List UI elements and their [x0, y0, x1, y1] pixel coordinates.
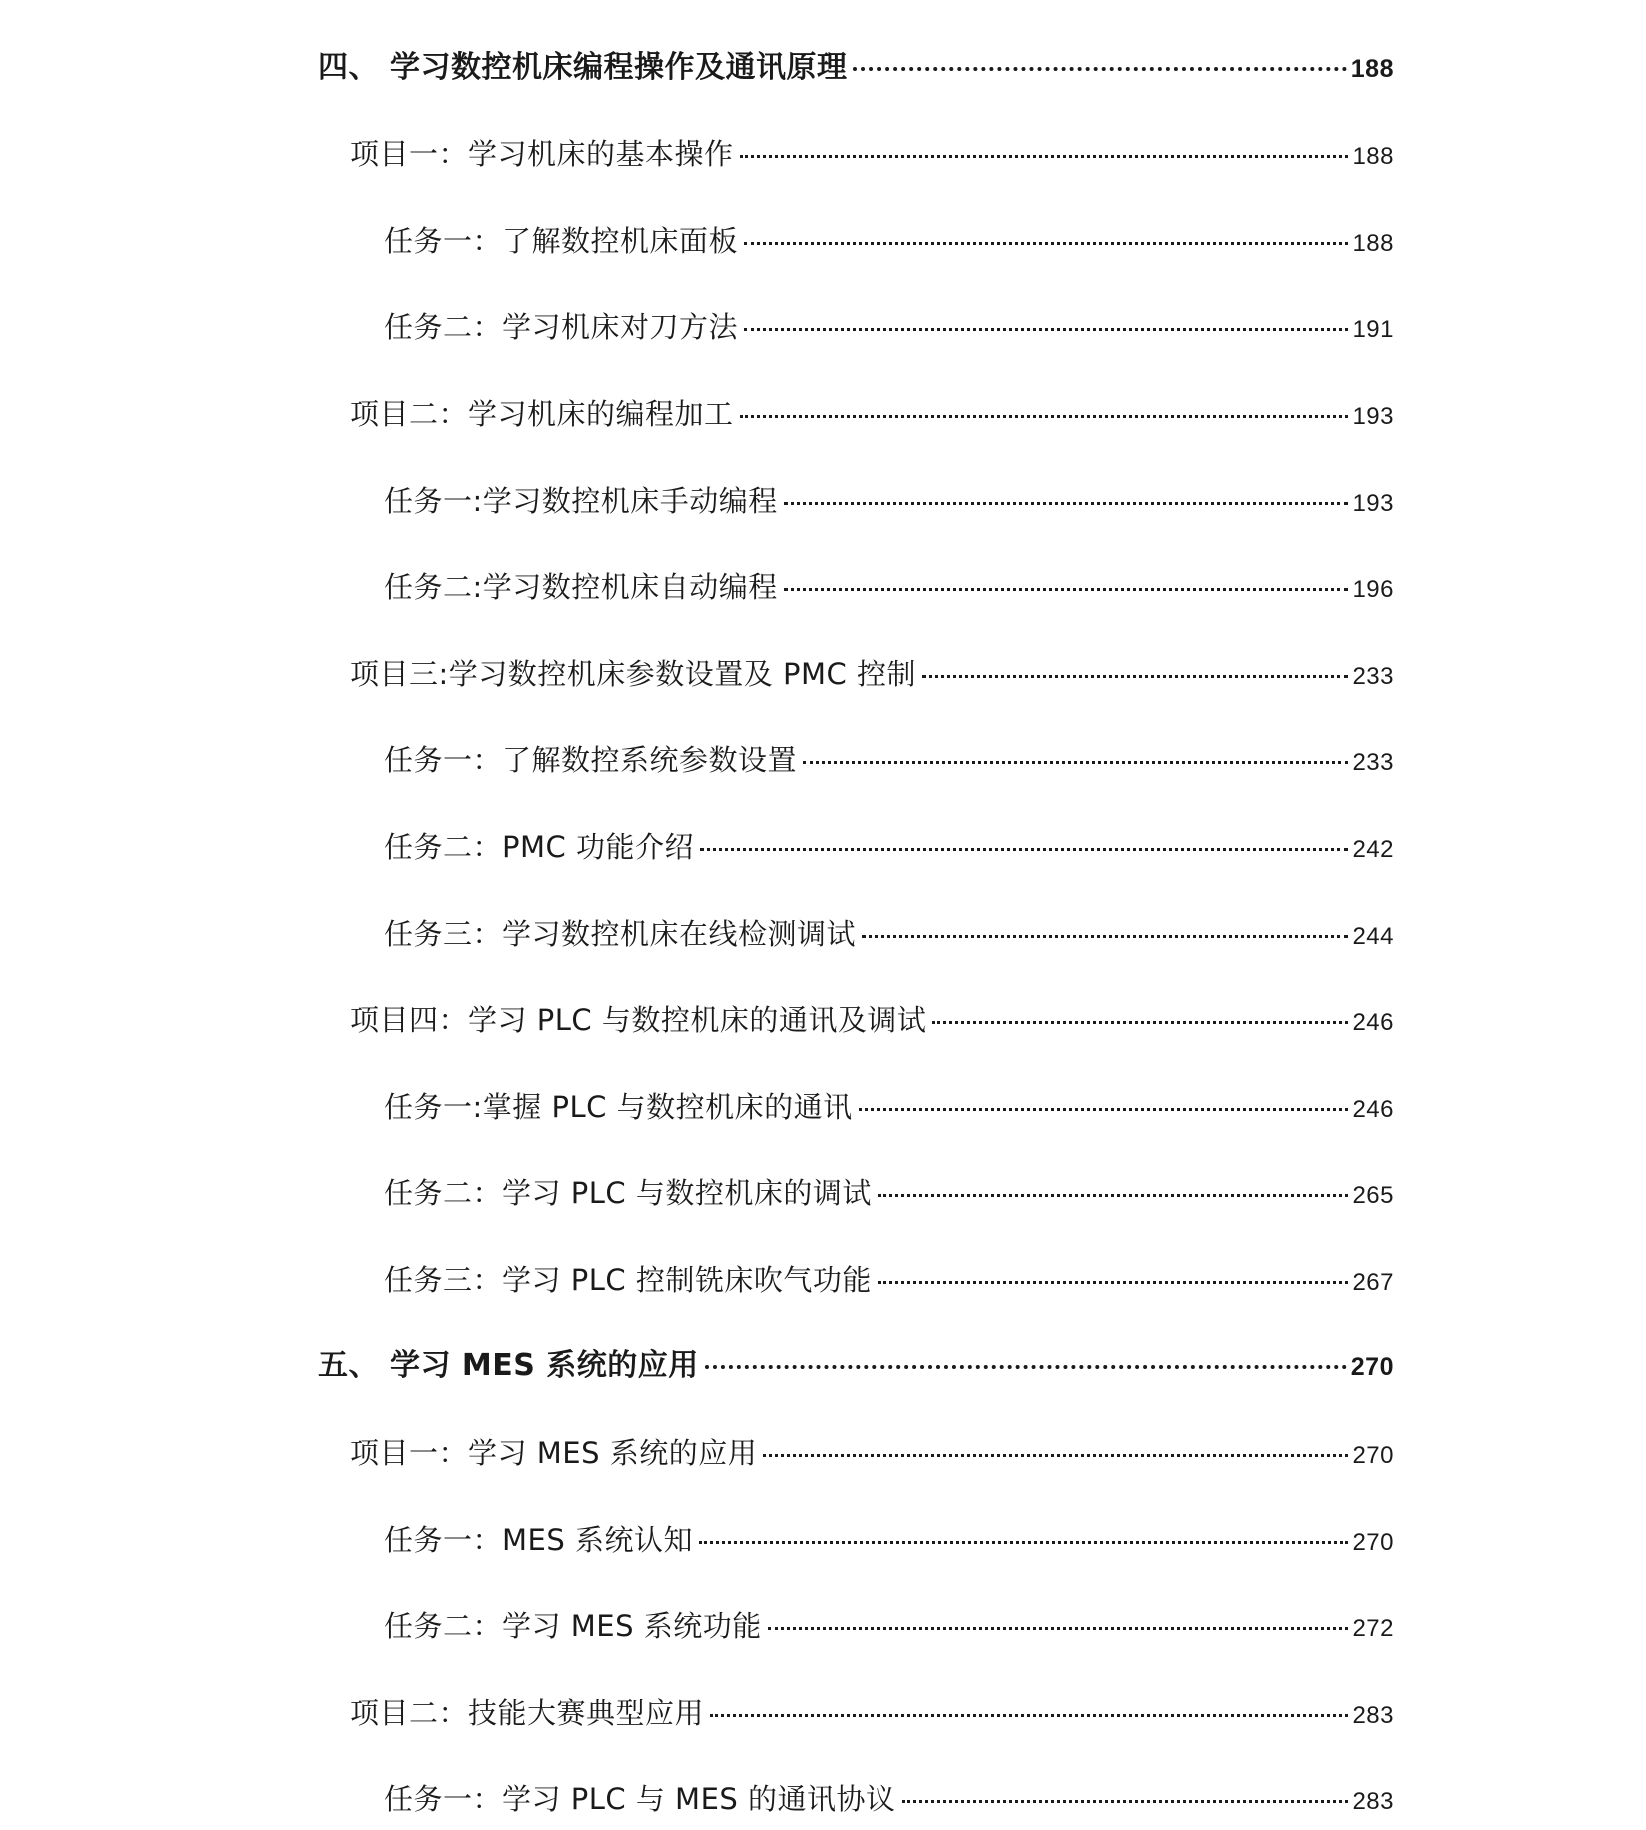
dot-leader	[700, 848, 1348, 851]
toc-entry-title: 任务一：学习 PLC 与 MES 的通讯协议	[384, 1782, 896, 1816]
toc-entry-task[interactable]	[384, 221, 1394, 261]
toc-entry-task[interactable]	[384, 1606, 1394, 1646]
toc-entry-project[interactable]	[350, 134, 1394, 174]
dot-leader	[853, 67, 1346, 71]
dot-leader	[768, 1627, 1349, 1630]
toc-entry-task[interactable]	[384, 1087, 1394, 1127]
toc-entry-page: 272	[1352, 1615, 1394, 1642]
toc-entry-task[interactable]	[384, 481, 1394, 521]
toc-entry-page: 193	[1352, 490, 1394, 517]
toc-entry-title: 任务二：PMC 功能介绍	[384, 830, 694, 864]
dot-leader	[862, 935, 1348, 938]
dot-leader	[699, 1541, 1348, 1544]
toc-entry-title: 任务一：了解数控系统参数设置	[384, 743, 798, 777]
dot-leader	[710, 1714, 1348, 1717]
toc-entry-title: 四、 学习数控机床编程操作及通讯原理	[318, 50, 848, 85]
toc-entry-task[interactable]	[384, 567, 1394, 607]
toc-entry-title: 任务一：MES 系统认知	[384, 1523, 693, 1557]
toc-entry-project[interactable]	[350, 654, 1394, 694]
dot-leader	[803, 761, 1348, 764]
toc-entry-title: 项目二：技能大赛典型应用	[350, 1696, 705, 1730]
toc-entry-title: 五、 学习 MES 系统的应用	[318, 1348, 699, 1383]
toc-entry-task[interactable]	[384, 827, 1394, 867]
toc-entry-page: 270	[1352, 1442, 1394, 1469]
dot-leader	[740, 415, 1349, 418]
toc-entry-page: 188	[1352, 230, 1394, 257]
toc-entry-page: 191	[1352, 316, 1394, 343]
toc-entry-task[interactable]	[384, 307, 1394, 347]
toc-entry-task[interactable]	[384, 740, 1394, 780]
toc-entry-title: 项目一：学习 MES 系统的应用	[350, 1436, 758, 1470]
toc-entry-project[interactable]	[350, 1433, 1394, 1473]
toc-entry-page: 233	[1352, 749, 1394, 776]
toc-entry-chapter-4[interactable]	[318, 48, 1394, 88]
toc-entry-page: 246	[1352, 1096, 1394, 1123]
toc-entry-title: 任务三：学习 PLC 控制铣床吹气功能	[384, 1263, 872, 1297]
toc-entry-title: 任务一:学习数控机床手动编程	[384, 484, 778, 518]
dot-leader	[744, 242, 1348, 245]
toc-entry-page: 244	[1352, 923, 1394, 950]
toc-entry-title: 项目三:学习数控机床参数设置及 PMC 控制	[350, 657, 916, 691]
dot-leader	[763, 1454, 1348, 1457]
dot-leader	[932, 1021, 1348, 1024]
toc-entry-task[interactable]	[384, 1520, 1394, 1560]
toc-entry-title: 任务二：学习机床对刀方法	[384, 310, 739, 344]
toc-entry-page: 193	[1352, 403, 1394, 430]
toc-entry-page: 242	[1352, 836, 1394, 863]
toc-entry-project[interactable]	[350, 394, 1394, 434]
toc-entry-title: 项目一：学习机床的基本操作	[350, 137, 734, 171]
dot-leader	[902, 1800, 1349, 1803]
toc-entry-page: 246	[1352, 1009, 1394, 1036]
toc-entry-task[interactable]	[384, 1779, 1394, 1819]
toc-entry-page: 265	[1352, 1182, 1394, 1209]
toc-entry-title: 任务三：学习数控机床在线检测调试	[384, 917, 857, 951]
toc-entry-page: 283	[1352, 1788, 1394, 1815]
toc-entry-project[interactable]	[350, 1693, 1394, 1733]
toc-entry-task[interactable]	[384, 914, 1394, 954]
toc-entry-title: 任务二：学习 MES 系统功能	[384, 1609, 762, 1643]
toc-entry-page: 196	[1352, 576, 1394, 603]
toc-entry-project[interactable]	[350, 1000, 1394, 1040]
toc-entry-title: 任务二：学习 PLC 与数控机床的调试	[384, 1176, 872, 1210]
dot-leader	[878, 1194, 1349, 1197]
toc-entry-title: 任务一:掌握 PLC 与数控机床的通讯	[384, 1090, 853, 1124]
toc-entry-page: 283	[1352, 1702, 1394, 1729]
dot-leader	[784, 502, 1349, 505]
dot-leader	[784, 588, 1349, 591]
toc-entry-page: 270	[1352, 1529, 1394, 1556]
toc-entry-page: 267	[1352, 1269, 1394, 1296]
dot-leader	[878, 1281, 1349, 1284]
toc-entry-page: 233	[1352, 663, 1394, 690]
toc-entry-title: 项目四：学习 PLC 与数控机床的通讯及调试	[350, 1003, 927, 1037]
toc-entry-page: 270	[1350, 1353, 1394, 1381]
toc-entry-page: 188	[1350, 55, 1394, 83]
dot-leader	[859, 1108, 1349, 1111]
dot-leader	[740, 155, 1349, 158]
toc-entry-title: 任务一：了解数控机床面板	[384, 224, 739, 258]
toc-entry-chapter-5[interactable]	[318, 1346, 1394, 1386]
toc-entry-task[interactable]	[384, 1260, 1394, 1300]
toc-entry-title: 项目二：学习机床的编程加工	[350, 397, 734, 431]
dot-leader	[922, 675, 1348, 678]
dot-leader	[744, 328, 1348, 331]
toc-entry-task[interactable]	[384, 1173, 1394, 1213]
dot-leader	[705, 1365, 1347, 1369]
toc-entry-page: 188	[1352, 143, 1394, 170]
toc-entry-title: 任务二:学习数控机床自动编程	[384, 570, 778, 604]
